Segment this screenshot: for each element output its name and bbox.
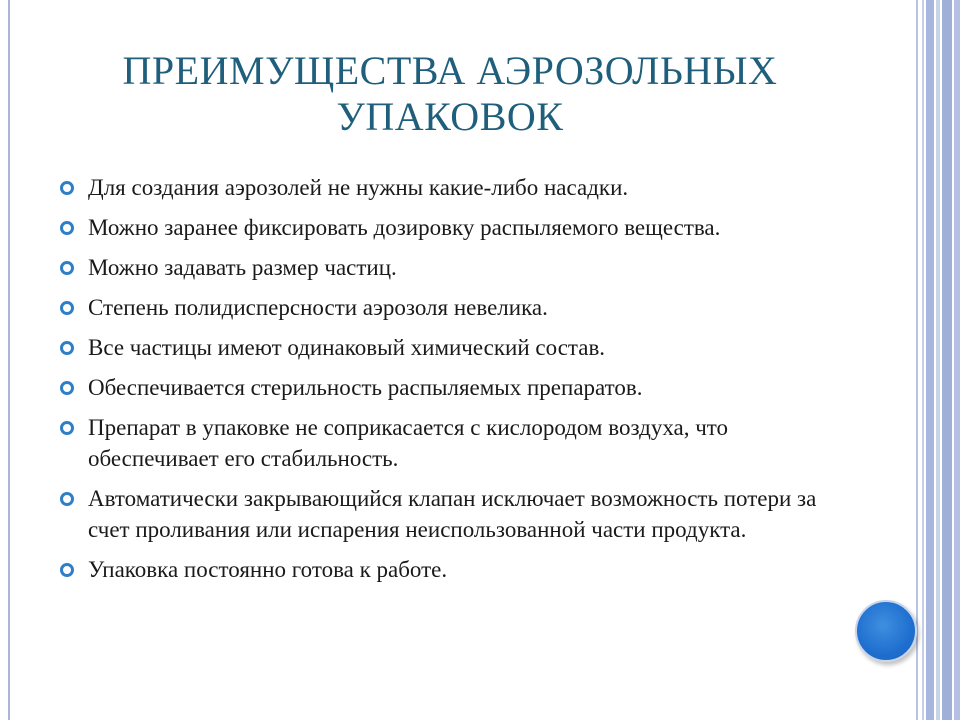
slide-title: [60, 48, 840, 140]
hollow-circle-bullet-icon: [60, 563, 74, 577]
bullet-item: [58, 292, 838, 323]
hollow-circle-bullet-icon: [60, 181, 74, 195]
bullet-item: [58, 172, 838, 203]
bullet-text: Можно заранее фиксировать дозировку распыляемого вещества.: [88, 215, 721, 240]
decor-bar: [954, 0, 960, 720]
decor-bar: [936, 0, 940, 720]
decor-bar: [916, 0, 918, 720]
hollow-circle-bullet-icon: [60, 492, 74, 506]
bullet-text: Степень полидисперсности аэрозоля невелика.: [88, 295, 548, 320]
bullet-item: [58, 252, 838, 283]
bullet-item: [58, 212, 838, 243]
decor-bar: [942, 0, 952, 720]
hollow-circle-bullet-icon: [60, 381, 74, 395]
bullet-text: Упаковка постоянно готова к работе.: [88, 557, 448, 582]
bullet-list: [58, 172, 838, 594]
decor-bar: [926, 0, 934, 720]
slide-title-line-2: УПАКОВОК: [336, 94, 564, 139]
right-decorative-bars: [916, 0, 960, 720]
bullet-item: [58, 372, 838, 403]
bullet-item: [58, 483, 838, 545]
bullet-text: Обеспечивается стерильность распыляемых препаратов.: [88, 375, 643, 400]
bullet-item: [58, 332, 838, 363]
hollow-circle-bullet-icon: [60, 341, 74, 355]
decor-bar: [922, 0, 924, 720]
bullet-item: [58, 412, 838, 474]
bullet-text: Препарат в упаковке не соприкасается с кислородом воздуха, что обеспечивает его стабильность.: [88, 415, 729, 471]
bullet-item: [58, 554, 838, 585]
slide-title-line-1: ПРЕИМУЩЕСТВА АЭРОЗОЛЬНЫХ: [122, 48, 778, 93]
bullet-text: Все частицы имеют одинаковый химический состав.: [88, 335, 606, 360]
blue-circle-decoration: [855, 600, 917, 662]
left-border-line: [8, 0, 10, 720]
hollow-circle-bullet-icon: [60, 221, 74, 235]
hollow-circle-bullet-icon: [60, 261, 74, 275]
hollow-circle-bullet-icon: [60, 301, 74, 315]
bullet-text: Для создания аэрозолей не нужны какие-либо насадки.: [88, 175, 629, 200]
bullet-text: Можно задавать размер частиц.: [88, 255, 397, 280]
hollow-circle-bullet-icon: [60, 421, 74, 435]
bullet-text: Автоматически закрывающийся клапан исключает возможность потери за счет проливания или испарения неиспользованной части продукта.: [88, 486, 817, 542]
